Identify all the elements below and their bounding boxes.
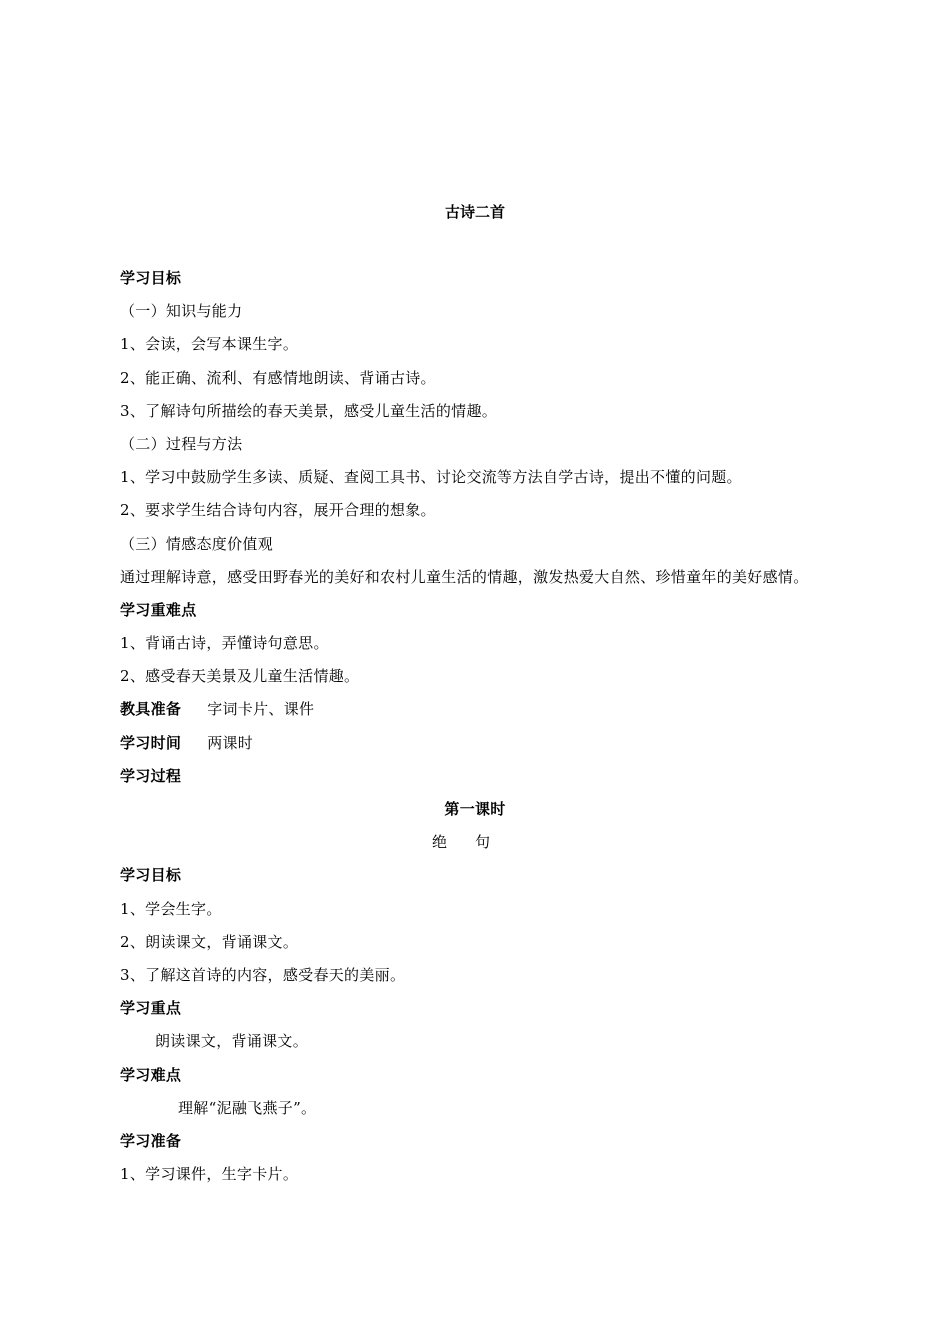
process-heading: 学习过程 bbox=[120, 766, 182, 785]
focus-text: 朗读课文，背诵课文。 bbox=[155, 1032, 309, 1051]
subheading-values: （三）情感态度价值观 bbox=[120, 534, 274, 553]
time-row bbox=[120, 733, 920, 766]
lesson-goal-item: 2、朗读课文，背诵课文。 bbox=[120, 932, 299, 951]
key-point-item: 1、背诵古诗，弄懂诗句意思。 bbox=[120, 634, 329, 653]
document-body bbox=[120, 268, 920, 1197]
difficulty-text: 理解“泥融飞燕子”。 bbox=[178, 1098, 317, 1117]
process-item: 1、学习中鼓励学生多读、质疑、查阅工具书、讨论交流等方法自学古诗，提出不懂的问题。 bbox=[120, 468, 742, 487]
time-label: 学习时间 bbox=[120, 733, 182, 752]
subheading-knowledge: （一）知识与能力 bbox=[120, 302, 243, 321]
tools-row bbox=[120, 699, 920, 732]
subheading-process: （二）过程与方法 bbox=[120, 434, 243, 453]
tools-value: 字词卡片、课件 bbox=[207, 700, 315, 719]
goal-item: 3、了解诗句所描绘的春天美景，感受儿童生活的情趣。 bbox=[120, 401, 498, 420]
process-item: 2、要求学生结合诗句内容，展开合理的想象。 bbox=[120, 501, 436, 520]
poem-title: 绝句 bbox=[431, 833, 518, 852]
goal-item: 2、能正确、流利、有感情地朗读、背诵古诗。 bbox=[120, 368, 436, 387]
values-text: 通过理解诗意，感受田野春光的美好和农村儿童生活的情趣，激发热爱大自然、珍惜童年的美好感情。 bbox=[120, 567, 809, 586]
document-title: 古诗二首 bbox=[444, 203, 505, 221]
goal-item: 1、会读，会写本课生字。 bbox=[120, 335, 299, 354]
time-value: 两课时 bbox=[207, 733, 254, 752]
lesson-goal-item: 3、了解这首诗的内容，感受春天的美丽。 bbox=[120, 965, 406, 984]
key-point-item: 2、感受春天美景及儿童生活情趣。 bbox=[120, 667, 360, 686]
goals-heading: 学习目标 bbox=[120, 269, 182, 287]
prep-item: 1、学习课件，生字卡片。 bbox=[120, 1165, 299, 1184]
lesson-heading: 第一课时 bbox=[444, 800, 506, 818]
difficulty-heading: 学习难点 bbox=[120, 1065, 182, 1084]
focus-heading: 学习重点 bbox=[120, 999, 182, 1018]
lesson-goals-heading: 学习目标 bbox=[120, 866, 182, 885]
lesson-goal-item: 1、学会生字。 bbox=[120, 899, 222, 918]
tools-label: 教具准备 bbox=[120, 700, 182, 719]
key-points-heading: 学习重难点 bbox=[120, 600, 197, 619]
prep-heading: 学习准备 bbox=[120, 1131, 182, 1150]
